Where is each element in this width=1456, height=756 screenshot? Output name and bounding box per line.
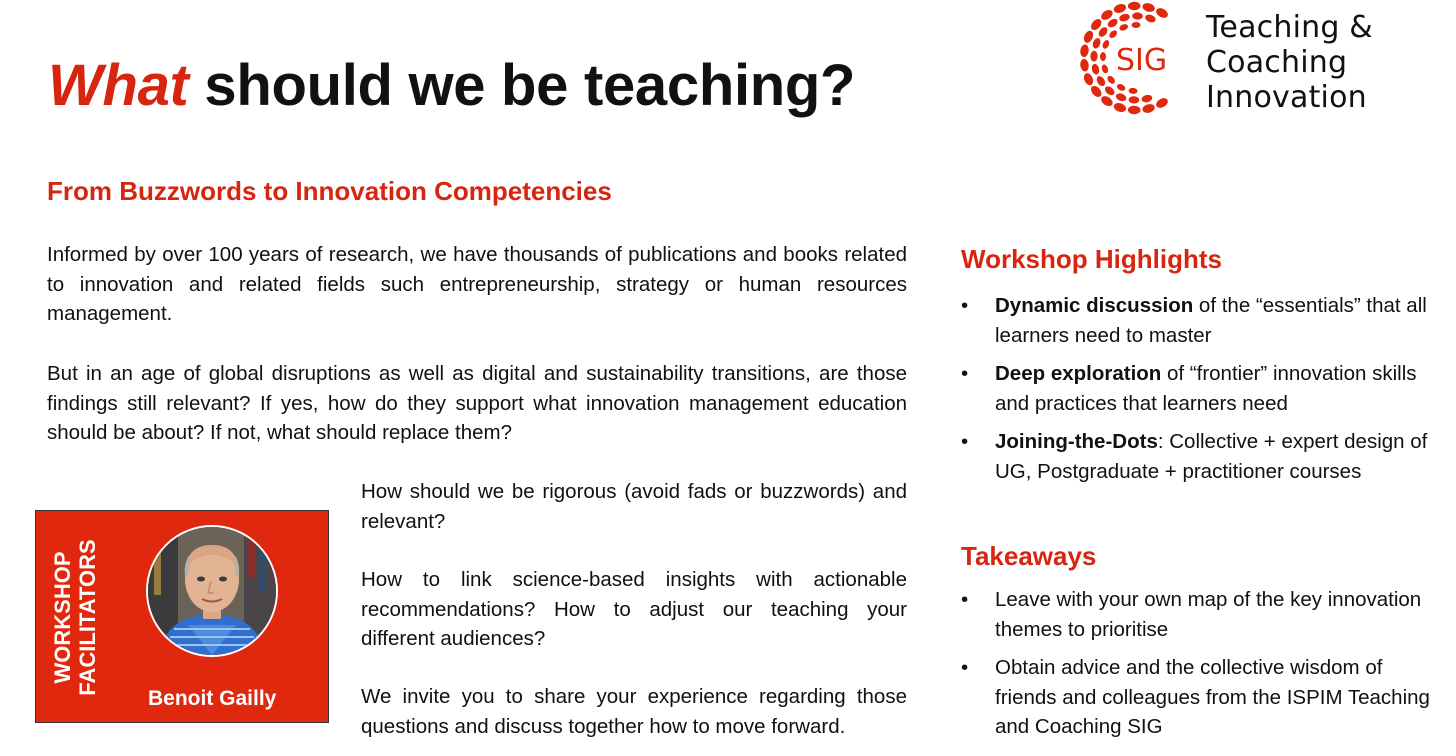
list-item xyxy=(961,585,1431,644)
page-title xyxy=(48,52,855,119)
sig-logo xyxy=(1068,0,1448,118)
logo-dot xyxy=(1091,63,1101,75)
logo-dot xyxy=(1132,12,1143,20)
facilitator-card xyxy=(35,510,329,723)
logo-dot xyxy=(1141,103,1155,114)
highlight-text: of the “essentials” that all learners need to master xyxy=(995,294,1427,347)
intro-paragraph: Informed by over 100 years of research, we have thousands of publications and books related to innovation and related fields such entrepreneurship, strategy or human resources management. xyxy=(47,243,907,325)
logo-dot xyxy=(1113,3,1128,15)
logo-dot xyxy=(1128,88,1137,95)
highlight-text: : Collective + expert design of UG, Postgraduate + practitioner courses xyxy=(995,430,1428,483)
logo-dot xyxy=(1116,83,1127,92)
title-emphasis: What xyxy=(48,53,189,118)
portrait-image xyxy=(148,527,276,655)
logo-dot xyxy=(1144,13,1157,23)
rigor-paragraph: How should we be rigorous (avoid fads or buzzwords) and relevant? xyxy=(361,480,907,533)
logo-dot xyxy=(1101,39,1110,50)
bullet-icon: • xyxy=(961,294,969,317)
logo-dot xyxy=(1115,92,1128,103)
logo-dot xyxy=(1128,106,1141,115)
invitation-paragraph: We invite you to share your experience regarding those questions and discuss together how to move forward. xyxy=(361,685,907,738)
logo-dot xyxy=(1154,96,1169,110)
highlight-strong: Dynamic discussion xyxy=(995,294,1194,317)
logo-dot xyxy=(1101,64,1110,74)
takeaway-text: Obtain advice and the collective wisdom of friends and colleagues from the ISPIM Teaching and Coaching SIG xyxy=(995,656,1430,738)
logo-dot xyxy=(1079,58,1089,72)
logo-dot xyxy=(1082,72,1095,87)
highlight-strong: Joining-the-Dots xyxy=(995,430,1158,453)
logo-dot xyxy=(1141,2,1155,13)
list-item xyxy=(961,359,1431,418)
logo-dot xyxy=(1154,6,1169,20)
logo-line-2: Coaching xyxy=(1206,45,1348,80)
list-item xyxy=(961,427,1431,486)
logo-dot xyxy=(1090,51,1098,62)
logo-mark: SIG xyxy=(1116,43,1168,78)
logo-dot xyxy=(1082,29,1095,44)
takeaway-text: Leave with your own map of the key innovation themes to prioritise xyxy=(995,588,1422,641)
logo-dot xyxy=(1091,37,1102,50)
bullet-icon: • xyxy=(961,362,969,385)
logo-dot xyxy=(1128,2,1141,11)
highlight-text: of “frontier” innovation skills and practices that learners need xyxy=(995,362,1417,415)
logo-wordmark xyxy=(1206,10,1373,115)
highlights-list xyxy=(961,291,1431,495)
logo-dot xyxy=(1132,22,1141,28)
list-item xyxy=(961,653,1431,742)
facilitator-name: Benoit Gailly xyxy=(148,687,277,710)
logo-dot xyxy=(1128,96,1139,104)
logo-dot xyxy=(1089,84,1104,99)
takeaways-list xyxy=(961,585,1431,751)
logo-dot xyxy=(1118,13,1130,23)
logo-dot xyxy=(1108,29,1119,40)
bullet-icon: • xyxy=(961,656,969,679)
insights-paragraph: How to link science-based insights with actionable recommendations? How to adjust our teaching your different audiences? xyxy=(361,568,907,650)
logo-dot xyxy=(1141,94,1153,104)
logo-dot xyxy=(1099,94,1114,108)
logo-dot xyxy=(1100,52,1106,61)
list-item xyxy=(961,291,1431,350)
bullet-icon: • xyxy=(961,430,969,453)
logo-line-1: Teaching & xyxy=(1206,10,1373,45)
logo-dot xyxy=(1103,85,1116,97)
logo-dot xyxy=(1095,75,1107,88)
takeaways-heading: Takeaways xyxy=(961,541,1097,571)
facilitators-label: WORKSHOP FACILITATORS xyxy=(50,539,100,696)
sig-swirl-icon xyxy=(1068,0,1208,118)
logo-dot xyxy=(1106,74,1116,85)
highlight-strong: Deep exploration xyxy=(995,362,1162,385)
logo-dot xyxy=(1079,44,1089,58)
question-paragraph: But in an age of global disruptions as well as digital and sustainability transitions, are those findings still relevant? If yes, how do they support what innovation management education should be about? If not, what should replace them? xyxy=(47,362,907,444)
bullet-icon: • xyxy=(961,588,969,611)
facilitator-photo xyxy=(146,525,278,657)
logo-dot xyxy=(1113,102,1128,114)
section-subtitle: From Buzzwords to Innovation Competencies xyxy=(47,176,612,206)
logo-line-3: Innovation xyxy=(1206,80,1367,115)
title-rest: should we be teaching? xyxy=(188,53,856,118)
highlights-heading: Workshop Highlights xyxy=(961,244,1222,274)
logo-dot xyxy=(1118,23,1129,32)
